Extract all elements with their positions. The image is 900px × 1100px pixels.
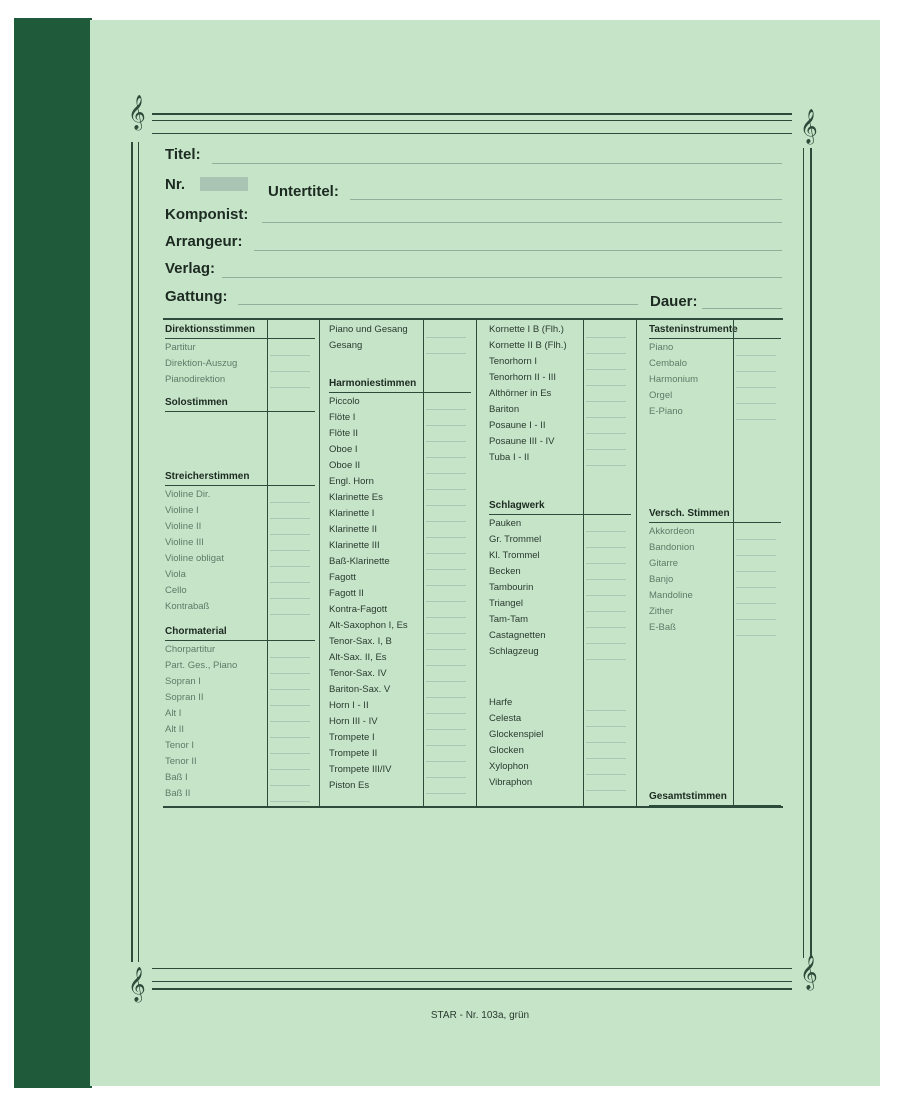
arrangeur-line[interactable] xyxy=(254,250,782,251)
count-field[interactable] xyxy=(586,385,626,386)
section-heading-underline xyxy=(649,522,781,523)
count-field[interactable] xyxy=(270,534,310,535)
part-item: Tam-Tam xyxy=(489,614,529,625)
part-item: Tenorhorn I xyxy=(489,356,538,367)
section-heading-underline xyxy=(165,485,315,486)
arrangeur-label: Arrangeur: xyxy=(165,233,243,250)
part-item: Piccolo xyxy=(329,396,360,407)
count-field[interactable] xyxy=(426,585,466,586)
part-item: Alt II xyxy=(165,724,185,735)
count-field[interactable] xyxy=(426,729,466,730)
part-item: Triangel xyxy=(489,598,523,609)
count-field[interactable] xyxy=(426,697,466,698)
right-frame-line xyxy=(810,148,812,958)
count-field[interactable] xyxy=(586,742,626,743)
part-item: Baß-Klarinette xyxy=(329,556,390,567)
count-field[interactable] xyxy=(270,550,310,551)
part-item: Violine I xyxy=(165,505,199,516)
count-field[interactable] xyxy=(426,473,466,474)
count-field[interactable] xyxy=(426,601,466,602)
part-item: Schlagzeug xyxy=(489,646,539,657)
count-field[interactable] xyxy=(426,505,466,506)
part-item: Piano xyxy=(649,342,674,353)
count-column-line xyxy=(423,320,424,806)
part-item: Violine Dir. xyxy=(165,489,211,500)
count-field[interactable] xyxy=(426,425,466,426)
count-field[interactable] xyxy=(426,633,466,634)
count-field[interactable] xyxy=(426,409,466,410)
section-heading-underline xyxy=(649,805,781,806)
count-field[interactable] xyxy=(426,489,466,490)
part-item: Viola xyxy=(165,569,186,580)
part-item: Posaune III - IV xyxy=(489,436,555,447)
part-item: Horn III - IV xyxy=(329,716,378,727)
part-item: Chorpartitur xyxy=(165,644,216,655)
redacted-number xyxy=(200,177,248,191)
part-item: Fagott xyxy=(329,572,356,583)
top-rule xyxy=(152,113,792,115)
count-field[interactable] xyxy=(586,726,626,727)
part-item: Engl. Horn xyxy=(329,476,374,487)
part-item: Bandonion xyxy=(649,542,695,553)
count-field[interactable] xyxy=(586,710,626,711)
part-item: Cello xyxy=(165,585,187,596)
untertitel-line[interactable] xyxy=(350,199,782,200)
count-field[interactable] xyxy=(736,603,776,604)
top-rule-inner xyxy=(152,133,792,134)
count-column-line xyxy=(267,320,268,806)
titel-label: Titel: xyxy=(165,146,201,163)
section-heading-underline xyxy=(165,411,315,412)
count-field[interactable] xyxy=(586,417,626,418)
count-field[interactable] xyxy=(270,657,310,658)
count-field[interactable] xyxy=(586,758,626,759)
count-field[interactable] xyxy=(586,531,626,532)
count-field[interactable] xyxy=(586,433,626,434)
part-item: Horn I - II xyxy=(329,700,369,711)
part-item: Tenor II xyxy=(165,756,197,767)
count-field[interactable] xyxy=(736,587,776,588)
part-item: Oboe I xyxy=(329,444,358,455)
left-frame-line xyxy=(138,142,139,962)
section-heading-underline xyxy=(329,392,471,393)
part-item: Banjo xyxy=(649,574,674,585)
treble-clef-icon: 𝄞 xyxy=(128,95,146,130)
count-field[interactable] xyxy=(586,449,626,450)
count-field[interactable] xyxy=(270,502,310,503)
part-item: Violine III xyxy=(165,537,204,548)
table-bottom-rule xyxy=(163,806,783,808)
part-item: Mandoline xyxy=(649,590,693,601)
count-field[interactable] xyxy=(736,403,776,404)
left-frame-line xyxy=(131,142,133,962)
part-item: Piano und Gesang xyxy=(329,324,408,335)
count-field[interactable] xyxy=(270,566,310,567)
verlag-label: Verlag: xyxy=(165,260,216,277)
untertitel-label: Untertitel: xyxy=(268,183,339,200)
bottom-rule-inner xyxy=(152,968,792,969)
part-item: Posaune I - II xyxy=(489,420,546,431)
count-field[interactable] xyxy=(270,737,310,738)
part-item: Tambourin xyxy=(489,582,534,593)
count-field[interactable] xyxy=(586,774,626,775)
count-field[interactable] xyxy=(270,785,310,786)
count-field[interactable] xyxy=(426,553,466,554)
table-top-rule xyxy=(163,318,783,320)
part-item: Pianodirektion xyxy=(165,374,226,385)
count-field[interactable] xyxy=(586,401,626,402)
section-heading: Gesamtstimmen xyxy=(649,791,727,802)
count-field[interactable] xyxy=(426,745,466,746)
section-heading-underline xyxy=(489,514,631,515)
dauer-label: Dauer: xyxy=(650,293,698,310)
part-item: Glocken xyxy=(489,745,524,756)
section-heading: Streicherstimmen xyxy=(165,471,250,482)
count-field[interactable] xyxy=(426,665,466,666)
part-item: Gr. Trommel xyxy=(489,534,542,545)
binding-spine xyxy=(14,18,92,1088)
gattung-line[interactable] xyxy=(238,304,638,305)
part-item: Klarinette I xyxy=(329,508,375,519)
count-field[interactable] xyxy=(586,369,626,370)
part-item: Orgel xyxy=(649,390,673,401)
count-field[interactable] xyxy=(426,681,466,682)
part-item: Violine II xyxy=(165,521,202,532)
count-field[interactable] xyxy=(736,635,776,636)
part-item: Sopran II xyxy=(165,692,204,703)
count-field[interactable] xyxy=(426,337,466,338)
part-item: Klarinette III xyxy=(329,540,380,551)
part-item: Celesta xyxy=(489,713,522,724)
part-item: Violine obligat xyxy=(165,553,224,564)
count-field[interactable] xyxy=(736,555,776,556)
section-heading-underline xyxy=(165,338,315,339)
dauer-line[interactable] xyxy=(702,308,782,309)
count-column-line xyxy=(733,320,734,806)
part-item: Bariton-Sax. V xyxy=(329,684,391,695)
count-field[interactable] xyxy=(270,614,310,615)
count-field[interactable] xyxy=(586,579,626,580)
count-field[interactable] xyxy=(270,673,310,674)
count-field[interactable] xyxy=(736,371,776,372)
count-field[interactable] xyxy=(270,689,310,690)
treble-clef-icon: 𝄞 xyxy=(800,955,818,990)
bottom-rule xyxy=(152,988,792,990)
count-column-line xyxy=(583,320,584,806)
count-field[interactable] xyxy=(736,387,776,388)
part-item: Kl. Trommel xyxy=(489,550,540,561)
column-divider xyxy=(636,318,637,806)
part-item: Harmonium xyxy=(649,374,699,385)
part-item: Akkordeon xyxy=(649,526,695,537)
part-item: Alt-Saxophon I, Es xyxy=(329,620,408,631)
part-item: Baß II xyxy=(165,788,191,799)
part-item: E-Baß xyxy=(649,622,676,633)
count-field[interactable] xyxy=(736,419,776,420)
part-item: Zither xyxy=(649,606,674,617)
count-field[interactable] xyxy=(736,619,776,620)
count-field[interactable] xyxy=(270,582,310,583)
part-item: Alt-Sax. II, Es xyxy=(329,652,387,663)
count-field[interactable] xyxy=(270,801,310,802)
count-field[interactable] xyxy=(736,355,776,356)
part-item: Trompete II xyxy=(329,748,378,759)
part-item: Pauken xyxy=(489,518,522,529)
part-item: Tuba I - II xyxy=(489,452,530,463)
part-item: Oboe II xyxy=(329,460,361,471)
verlag-line[interactable] xyxy=(222,277,782,278)
treble-clef-icon: 𝄞 xyxy=(128,967,146,1002)
count-field[interactable] xyxy=(426,777,466,778)
part-item: Cembalo xyxy=(649,358,688,369)
count-field[interactable] xyxy=(586,547,626,548)
part-item: Klarinette Es xyxy=(329,492,383,503)
count-field[interactable] xyxy=(426,713,466,714)
part-item: Flöte II xyxy=(329,428,359,439)
right-frame-line xyxy=(803,148,804,958)
count-field[interactable] xyxy=(586,790,626,791)
count-field[interactable] xyxy=(426,537,466,538)
part-item: Part. Ges., Piano xyxy=(165,660,238,671)
count-field[interactable] xyxy=(270,721,310,722)
count-field[interactable] xyxy=(586,353,626,354)
section-heading: Solostimmen xyxy=(165,397,228,408)
part-item: Kontra-Fagott xyxy=(329,604,388,615)
count-field[interactable] xyxy=(426,353,466,354)
count-field[interactable] xyxy=(426,457,466,458)
part-item: Gitarre xyxy=(649,558,679,569)
count-field[interactable] xyxy=(270,387,310,388)
titel-line[interactable] xyxy=(212,163,782,164)
section-heading: Direktionsstimmen xyxy=(165,324,256,335)
part-item: Partitur xyxy=(165,342,196,353)
treble-clef-icon: 𝄞 xyxy=(800,109,818,144)
section-heading: Harmoniestimmen xyxy=(329,378,417,389)
count-field[interactable] xyxy=(426,441,466,442)
part-item: Flöte I xyxy=(329,412,356,423)
part-item: Tenor-Sax. I, B xyxy=(329,636,392,647)
komponist-line[interactable] xyxy=(262,222,782,223)
column-divider xyxy=(476,318,477,806)
count-field[interactable] xyxy=(426,649,466,650)
part-item: Trompete III/IV xyxy=(329,764,392,775)
count-field[interactable] xyxy=(270,598,310,599)
count-field[interactable] xyxy=(586,659,626,660)
section-heading: Versch. Stimmen xyxy=(649,508,730,519)
count-field[interactable] xyxy=(586,643,626,644)
part-item: Kornette II B (Flh.) xyxy=(489,340,567,351)
section-heading: Chormaterial xyxy=(165,626,227,637)
footer-article-number: STAR - Nr. 103a, grün xyxy=(430,1010,530,1021)
count-field[interactable] xyxy=(270,371,310,372)
part-item: Direktion-Auszug xyxy=(165,358,238,369)
part-item: Tenor I xyxy=(165,740,195,751)
part-item: Castagnetten xyxy=(489,630,546,641)
part-item: E-Piano xyxy=(649,406,683,417)
nr-label: Nr. xyxy=(165,176,186,193)
part-item: Kornette I B (Flh.) xyxy=(489,324,564,335)
count-field[interactable] xyxy=(586,563,626,564)
section-heading-underline xyxy=(649,338,781,339)
part-item: Vibraphon xyxy=(489,777,533,788)
count-field[interactable] xyxy=(586,465,626,466)
count-field[interactable] xyxy=(736,571,776,572)
section-heading: Schlagwerk xyxy=(489,500,545,511)
part-item: Gesang xyxy=(329,340,363,351)
part-item: Glockenspiel xyxy=(489,729,544,740)
part-item: Althörner in Es xyxy=(489,388,552,399)
part-item: Piston Es xyxy=(329,780,370,791)
count-field[interactable] xyxy=(270,705,310,706)
part-item: Alt I xyxy=(165,708,182,719)
count-field[interactable] xyxy=(270,769,310,770)
part-item: Tenor-Sax. IV xyxy=(329,668,387,679)
count-field[interactable] xyxy=(426,793,466,794)
top-rule-inner xyxy=(152,120,792,121)
gattung-label: Gattung: xyxy=(165,288,228,305)
part-item: Trompete I xyxy=(329,732,375,743)
part-item: Sopran I xyxy=(165,676,201,687)
count-field[interactable] xyxy=(586,627,626,628)
part-item: Tenorhorn II - III xyxy=(489,372,557,383)
part-item: Kontrabaß xyxy=(165,601,210,612)
count-field[interactable] xyxy=(586,611,626,612)
count-field[interactable] xyxy=(586,595,626,596)
part-item: Harfe xyxy=(489,697,513,708)
section-heading-underline xyxy=(165,640,315,641)
bottom-rule-inner xyxy=(152,981,792,982)
count-field[interactable] xyxy=(736,539,776,540)
part-item: Becken xyxy=(489,566,521,577)
count-field[interactable] xyxy=(426,569,466,570)
count-field[interactable] xyxy=(426,617,466,618)
count-field[interactable] xyxy=(270,753,310,754)
part-item: Baß I xyxy=(165,772,188,783)
count-field[interactable] xyxy=(426,521,466,522)
part-item: Bariton xyxy=(489,404,520,415)
count-field[interactable] xyxy=(426,761,466,762)
count-field[interactable] xyxy=(270,355,310,356)
komponist-label: Komponist: xyxy=(165,206,249,223)
part-item: Klarinette II xyxy=(329,524,378,535)
section-heading: Tasteninstrumente xyxy=(649,324,738,335)
count-field[interactable] xyxy=(270,518,310,519)
count-field[interactable] xyxy=(586,337,626,338)
part-item: Fagott II xyxy=(329,588,364,599)
part-item: Xylophon xyxy=(489,761,529,772)
column-divider xyxy=(319,318,320,806)
